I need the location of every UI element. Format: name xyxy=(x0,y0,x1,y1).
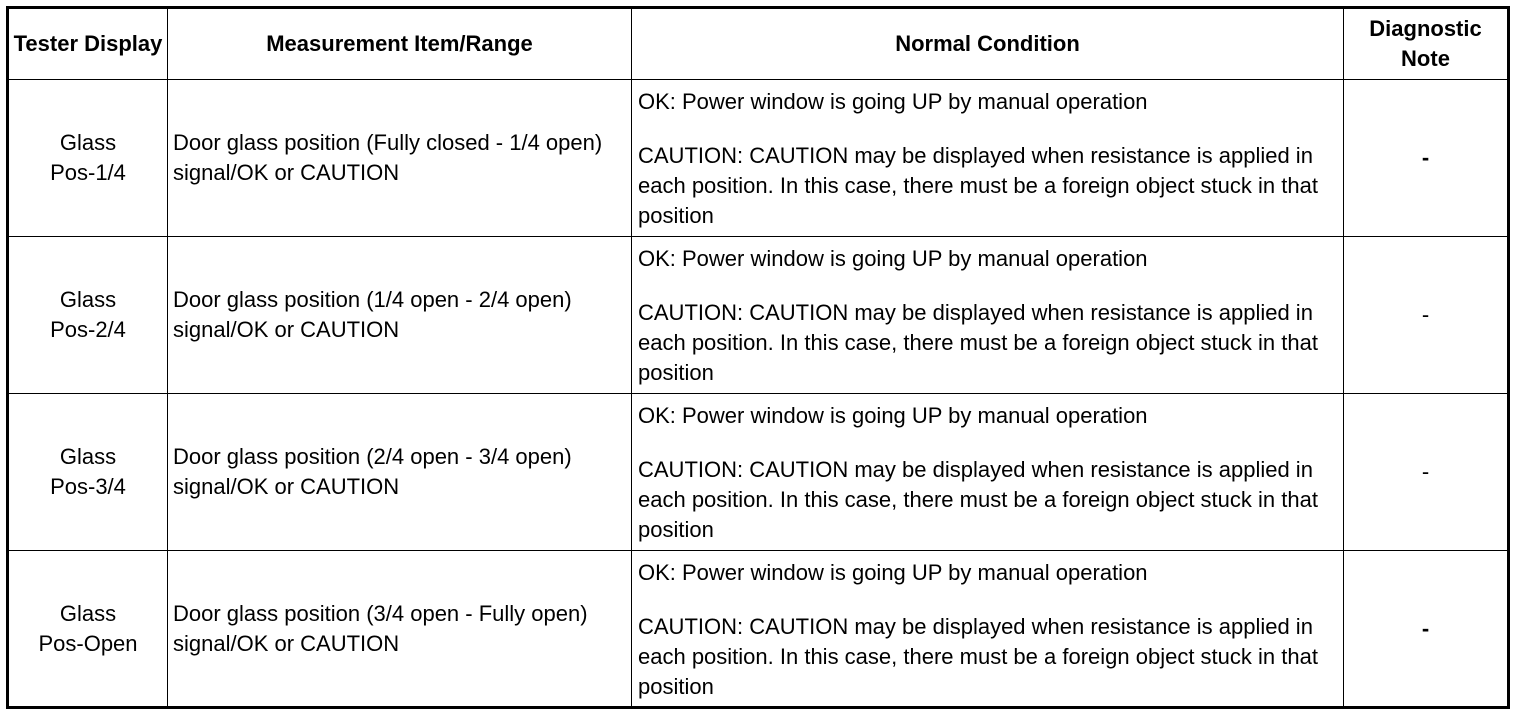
measurement-cell: Door glass position (2/4 open - 3/4 open) signal/OK or CAUTION xyxy=(168,394,632,551)
header-diagnostic-note: Diagnostic Note xyxy=(1344,8,1509,80)
tester-display-cell xyxy=(8,237,168,394)
diagnostic-note-cell: - xyxy=(1344,237,1509,394)
tester-display-line1: Glass xyxy=(59,600,117,626)
header-tester-display: Tester Display xyxy=(8,8,168,80)
tester-display-cell xyxy=(8,551,168,708)
diagnostic-data-table xyxy=(6,6,1510,709)
tester-display-cell xyxy=(8,394,168,551)
table-row xyxy=(8,80,1509,237)
measurement-cell: Door glass position (3/4 open - Fully open) signal/OK or CAUTION xyxy=(168,551,632,708)
header-measurement-item: Measurement Item/Range xyxy=(168,8,632,80)
normal-condition-cell xyxy=(632,80,1344,237)
header-normal-condition: Normal Condition xyxy=(632,8,1344,80)
ok-condition-text: OK: Power window is going UP by manual operation xyxy=(638,403,1148,428)
ok-condition-text: OK: Power window is going UP by manual operation xyxy=(638,89,1148,114)
ok-condition-text: OK: Power window is going UP by manual operation xyxy=(638,560,1148,585)
diagnostic-note-cell: - xyxy=(1344,80,1509,237)
tester-display-line2: Pos-2/4 xyxy=(50,317,126,342)
normal-condition-cell xyxy=(632,551,1344,708)
normal-condition-cell xyxy=(632,237,1344,394)
table-row xyxy=(8,551,1509,708)
tester-display-line2: Pos-Open xyxy=(38,630,138,656)
tester-display-line1: Glass xyxy=(59,130,117,155)
measurement-cell: Door glass position (1/4 open - 2/4 open) signal/OK or CAUTION xyxy=(168,237,632,394)
caution-condition-text: CAUTION: CAUTION may be displayed when resistance is applied in each position. In this case, there must be a foreign object stuck in that position xyxy=(638,614,1318,699)
caution-condition-text: CAUTION: CAUTION may be displayed when resistance is applied in each position. In this case, there must be a foreign object stuck in that position xyxy=(638,300,1318,385)
caution-condition-text: CAUTION: CAUTION may be displayed when resistance is applied in each position. In this case, there must be a foreign object stuck in that position xyxy=(638,143,1318,228)
diagnostic-note-cell: - xyxy=(1344,551,1509,708)
ok-condition-text: OK: Power window is going UP by manual operation xyxy=(638,246,1148,271)
tester-display-cell xyxy=(8,80,168,237)
tester-display-line1: Glass xyxy=(59,444,117,469)
tester-display-line2: Pos-3/4 xyxy=(50,474,126,499)
tester-display-line2: Pos-1/4 xyxy=(50,160,126,185)
table-row xyxy=(8,394,1509,551)
normal-condition-cell xyxy=(632,394,1344,551)
tester-display-line1: Glass xyxy=(59,287,117,312)
header-row xyxy=(8,8,1509,80)
measurement-cell: Door glass position (Fully closed - 1/4 open) signal/OK or CAUTION xyxy=(168,80,632,237)
caution-condition-text: CAUTION: CAUTION may be displayed when resistance is applied in each position. In this case, there must be a foreign object stuck in that position xyxy=(638,457,1318,542)
diagnostic-note-cell: - xyxy=(1344,394,1509,551)
table-row xyxy=(8,237,1509,394)
